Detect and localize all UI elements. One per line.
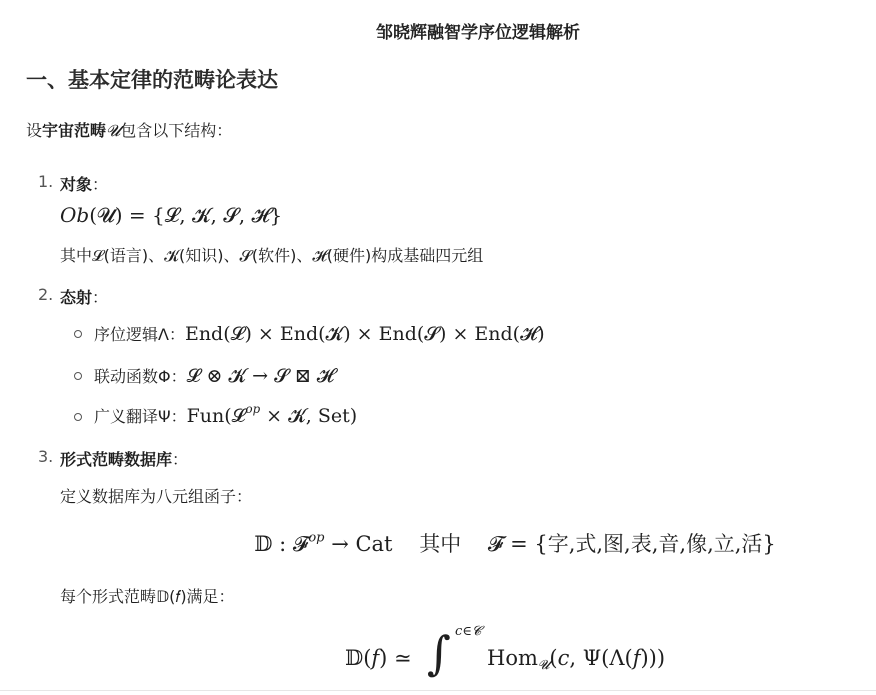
list-number-1: 1. xyxy=(38,172,54,191)
bullet-circle xyxy=(74,330,82,338)
list-number-3: 3. xyxy=(38,447,54,466)
bullet-circle xyxy=(74,413,82,421)
intro-prefix: 设 xyxy=(26,121,43,140)
morphism-linkage-function: 联动函数Φ：𝓛 ⊗ 𝓚 → 𝓢 ⊠ 𝓗 xyxy=(94,365,334,387)
intro-bold-term: 宇宙范畴 xyxy=(42,121,107,140)
item-title-morphisms: 态射： xyxy=(60,288,109,307)
divider xyxy=(0,690,876,691)
section-heading: 一、基本定律的范畴论表达 xyxy=(26,68,278,92)
intro-paragraph xyxy=(26,118,232,141)
morphism-generalized-translation: 广义翻译Ψ：Fun(𝓛$^{op}$ × 𝓚, Set) xyxy=(94,402,358,427)
formal-category-equation: 𝔻(𝑓) ≃ ∫ c∈𝓒 Hom$_𝓤$(𝑐, Ψ(Λ(𝑓))) xyxy=(345,624,666,680)
morphism-order-logic: 序位逻辑Λ：End(𝓛) × End(𝓚) × End(𝓢) × End(𝓗) xyxy=(94,323,545,345)
document-title: 邹晓辉融智学序位逻辑解析 xyxy=(376,23,580,43)
intro-suffix: 包含以下结构： xyxy=(120,121,233,140)
item-title-formal-database: 形式范畴数据库： xyxy=(60,450,189,469)
item-title-objects: 对象： xyxy=(60,175,109,194)
integral-sign: ∫ xyxy=(427,626,451,680)
bullet-circle xyxy=(74,372,82,380)
objects-formula: 𝑂𝑏(𝓤) = {𝓛, 𝓚, 𝓢, 𝓗} xyxy=(60,203,283,227)
list-number-2: 2. xyxy=(38,285,54,304)
objects-note: 其中𝓛(语言)、𝓚(知识)、𝓢(软件)、𝓗(硬件)构成基础四元组 xyxy=(60,246,484,265)
database-functor-equation: 𝔻 : 𝓕$^{op}$ → Cat 其中 𝓕 = {字,式,图,表,音,像,立,活} xyxy=(254,530,776,556)
database-definition-text: 定义数据库为八元组函子： xyxy=(60,487,253,506)
universe-symbol: 𝓤 xyxy=(106,121,121,140)
formal-category-text: 每个形式范畴𝔻(𝑓)满足： xyxy=(60,587,235,606)
